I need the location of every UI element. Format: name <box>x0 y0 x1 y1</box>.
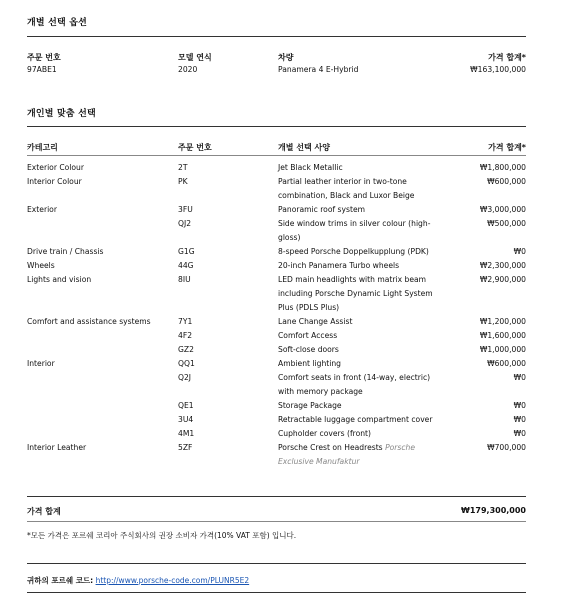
row-description-text: 8-speed Porsche Doppelkupplung (PDK) <box>278 247 429 256</box>
row-description-text: Cupholder covers (front) <box>278 429 372 438</box>
row-description <box>278 441 446 469</box>
row-description <box>278 161 446 175</box>
section-title-personalization: 개인별 맞춤 선택 <box>27 109 96 119</box>
row-description <box>278 273 446 314</box>
row-description-text: 20-inch Panamera Turbo wheels <box>278 261 400 270</box>
row-category: Interior Leather <box>27 443 87 452</box>
header-total: 가격 합계* <box>488 53 526 62</box>
row-category: Exterior Colour <box>27 163 84 172</box>
row-description <box>278 329 446 343</box>
row-code: 44G <box>178 261 194 270</box>
row-description <box>278 399 446 413</box>
row-price: ₩0 <box>513 415 526 424</box>
row-description-text: LED main headlights with matrix beam including Porsche Dynamic Light System Plus (PDLS Plus) <box>278 275 433 312</box>
row-price: ₩2,900,000 <box>479 275 526 284</box>
porsche-code-line <box>27 575 249 586</box>
row-description-text: Comfort seats in front (14-way, electric) with memory package <box>278 373 431 396</box>
row-description-text: Retractable luggage compartment cover <box>278 415 433 424</box>
header-category: 카테고리 <box>27 143 58 152</box>
row-description-extra: Porsche Exclusive Manufaktur <box>278 443 416 466</box>
row-description-text: Lane Change Assist <box>278 317 353 326</box>
row-code: 5ZF <box>178 443 193 452</box>
divider <box>27 496 526 497</box>
row-description <box>278 343 446 357</box>
row-description-text: Side window trims in silver colour (high-gloss) <box>278 219 431 242</box>
header-order-number: 주문 번호 <box>178 143 212 152</box>
row-price: ₩2,300,000 <box>479 261 526 270</box>
row-code: 4M1 <box>178 429 195 438</box>
row-description <box>278 217 446 245</box>
row-price: ₩0 <box>513 247 526 256</box>
row-category: Lights and vision <box>27 275 92 284</box>
porsche-code-link[interactable]: http://www.porsche-code.com/PLUNR5E2 <box>95 576 250 585</box>
row-description-text: Ambient lighting <box>278 359 341 368</box>
row-price: ₩600,000 <box>487 177 526 186</box>
divider <box>27 563 526 564</box>
header-order-number: 주문 번호 <box>27 53 61 62</box>
order-number-value: 97ABE1 <box>27 65 57 74</box>
row-description <box>278 315 446 329</box>
row-description <box>278 175 446 203</box>
row-price: ₩1,200,000 <box>479 317 526 326</box>
row-code: QQ1 <box>178 359 195 368</box>
row-code: PK <box>178 177 188 186</box>
row-category: Interior Colour <box>27 177 82 186</box>
porsche-code-label: 귀하의 포르쉐 코드: <box>27 576 94 585</box>
base-total-value: ₩163,100,000 <box>470 65 526 74</box>
row-price: ₩500,000 <box>487 219 526 228</box>
section-title-options: 개별 선택 옵션 <box>27 18 88 28</box>
row-description-text: Panoramic roof system <box>278 205 366 214</box>
grand-total-label: 가격 합계 <box>27 507 61 516</box>
row-description-text: Porsche Crest on Headrests <box>278 443 383 452</box>
row-category: Interior <box>27 359 55 368</box>
row-code: 3U4 <box>178 415 194 424</box>
row-description-text: Comfort Access <box>278 331 338 340</box>
row-description-text: Storage Package <box>278 401 342 410</box>
header-option: 개별 선택 사양 <box>278 143 330 152</box>
header-model-year: 모델 연식 <box>178 53 212 62</box>
row-code: 3FU <box>178 205 193 214</box>
row-code: Q2J <box>178 373 192 382</box>
row-code: QE1 <box>178 401 194 410</box>
divider <box>27 521 526 522</box>
row-code: 7Y1 <box>178 317 193 326</box>
row-description <box>278 245 446 259</box>
row-category: Drive train / Chassis <box>27 247 104 256</box>
row-price: ₩0 <box>513 373 526 382</box>
row-description-text: Jet Black Metallic <box>278 163 343 172</box>
row-price: ₩0 <box>513 401 526 410</box>
row-code: 8IU <box>178 275 191 284</box>
row-description-text: Partial leather interior in two-tone combination, Black and Luxor Beige <box>278 177 415 200</box>
divider <box>27 592 526 593</box>
row-description <box>278 427 446 441</box>
row-description <box>278 259 446 273</box>
vehicle-value: Panamera 4 E-Hybrid <box>278 65 359 74</box>
divider <box>27 155 526 156</box>
divider <box>27 126 526 127</box>
row-code: G1G <box>178 247 195 256</box>
row-description <box>278 203 446 217</box>
row-price: ₩1,800,000 <box>479 163 526 172</box>
model-year-value: 2020 <box>178 65 198 74</box>
price-note: *모든 가격은 포르쉐 코리아 주식회사의 권장 소비자 가격(10% VAT 포함) 입니다. <box>27 531 297 540</box>
row-price: ₩600,000 <box>487 359 526 368</box>
header-total: 가격 합계* <box>488 143 526 152</box>
row-description-text: Soft-close doors <box>278 345 339 354</box>
divider <box>27 36 526 37</box>
row-category: Comfort and assistance systems <box>27 317 151 326</box>
row-price: ₩1,600,000 <box>479 331 526 340</box>
row-code: 4F2 <box>178 331 193 340</box>
row-price: ₩1,000,000 <box>479 345 526 354</box>
header-vehicle: 차량 <box>278 53 294 62</box>
row-price: ₩0 <box>513 429 526 438</box>
row-description <box>278 413 446 427</box>
row-category: Wheels <box>27 261 55 270</box>
row-code: 2T <box>178 163 188 172</box>
row-code: QJ2 <box>178 219 192 228</box>
row-code: GZ2 <box>178 345 194 354</box>
grand-total-value: ₩179,300,000 <box>461 506 526 515</box>
row-category: Exterior <box>27 205 57 214</box>
row-description <box>278 357 446 371</box>
row-description <box>278 371 446 399</box>
row-price: ₩3,000,000 <box>479 205 526 214</box>
row-price: ₩700,000 <box>487 443 526 452</box>
